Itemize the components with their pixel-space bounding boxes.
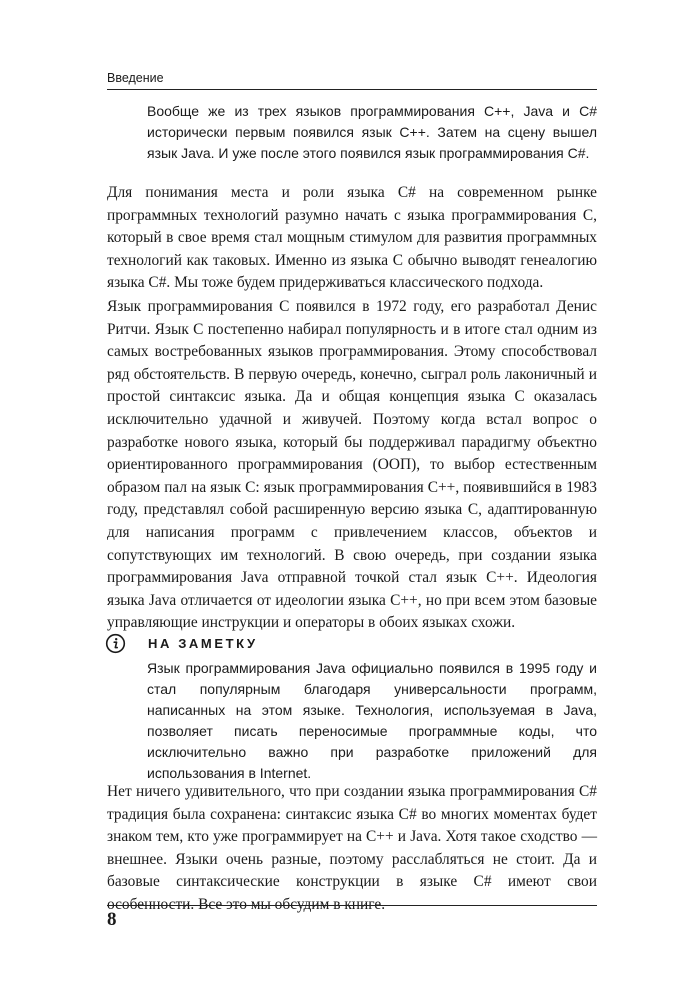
- paragraph-c-origins: Для понимания места и роли языка C# на современном рынке программных технологий разумно начать с языка программирования C, который в свое время стал мощным стимулом для развития программных технологий как таковых. Именно из языка C обычно выводят генеалогию языка C#. Мы тоже будем придерживаться классического подхода.: [107, 184, 597, 292]
- running-head: Введение: [107, 71, 164, 85]
- header-rule: [107, 89, 597, 90]
- footer-rule: [107, 905, 597, 906]
- paragraph-c-history: Язык программирования C появился в 1972 году, его разработал Денис Ритчи. Язык C постепенно набирал популярность и в итоге стал одним из самых востребованных языков программирования. Этому способствовал ряд обстоятельств. В первую очередь, конечно, сыграл роль лаконичный и простой синтаксис языка. Да и общая концепция языка C оказалась исключительно удачной и живучей. Поэтому когда встал вопрос о разработке нового языка, который бы поддерживал парадигму объектно ориентированного программирования (ООП), то выбор естественным образом пал на язык C: язык программирования C++, появившийся в 1983 году, представлял собой расширенную версию языка C, адаптированную для написания программ с привлечением классов, объектов и сопутствующих им технологий. В свою очередь, при создании языка программирования Java отправной точкой стал язык C++. Идеология языка Java отличается от идеологии языка C++, но при всем этом базовые управляющие инструкции и операторы в обоих языках схожи.: [107, 298, 597, 632]
- info-icon: [105, 633, 126, 654]
- note-title: НА ЗАМЕТКУ: [148, 636, 258, 651]
- note-body: Язык программирования Java официально появился в 1995 году и стал популярным благодаря универсальности программ, написанных на этом языке. Технология, используемая в Java, позволяет писать переносимые программные коды, что исключительно важно при разработке приложений для использования в Internet.: [147, 660, 597, 781]
- paragraph-csharp-syntax: Нет ничего удивительного, что при создании языка программирования C# традиция была сохранена: синтаксис языка C# во многих моментах будет знаком тем, кто уже программирует на C++ и Java. Хотя такое сходство — внешнее. Языки очень разные, поэтому расслабляться не стоит. Да и базовые синтаксические конструкции в языке C# имеют свои особенности. Все это мы обсудим в книге.: [107, 783, 597, 913]
- intro-note: Вообще же из трех языков программирования C++, Java и C# исторически первым появился язык C++. Затем на сцену вышел язык Java. И уже после этого появился язык программирования C#.: [147, 103, 597, 161]
- page-number: 8: [107, 909, 117, 930]
